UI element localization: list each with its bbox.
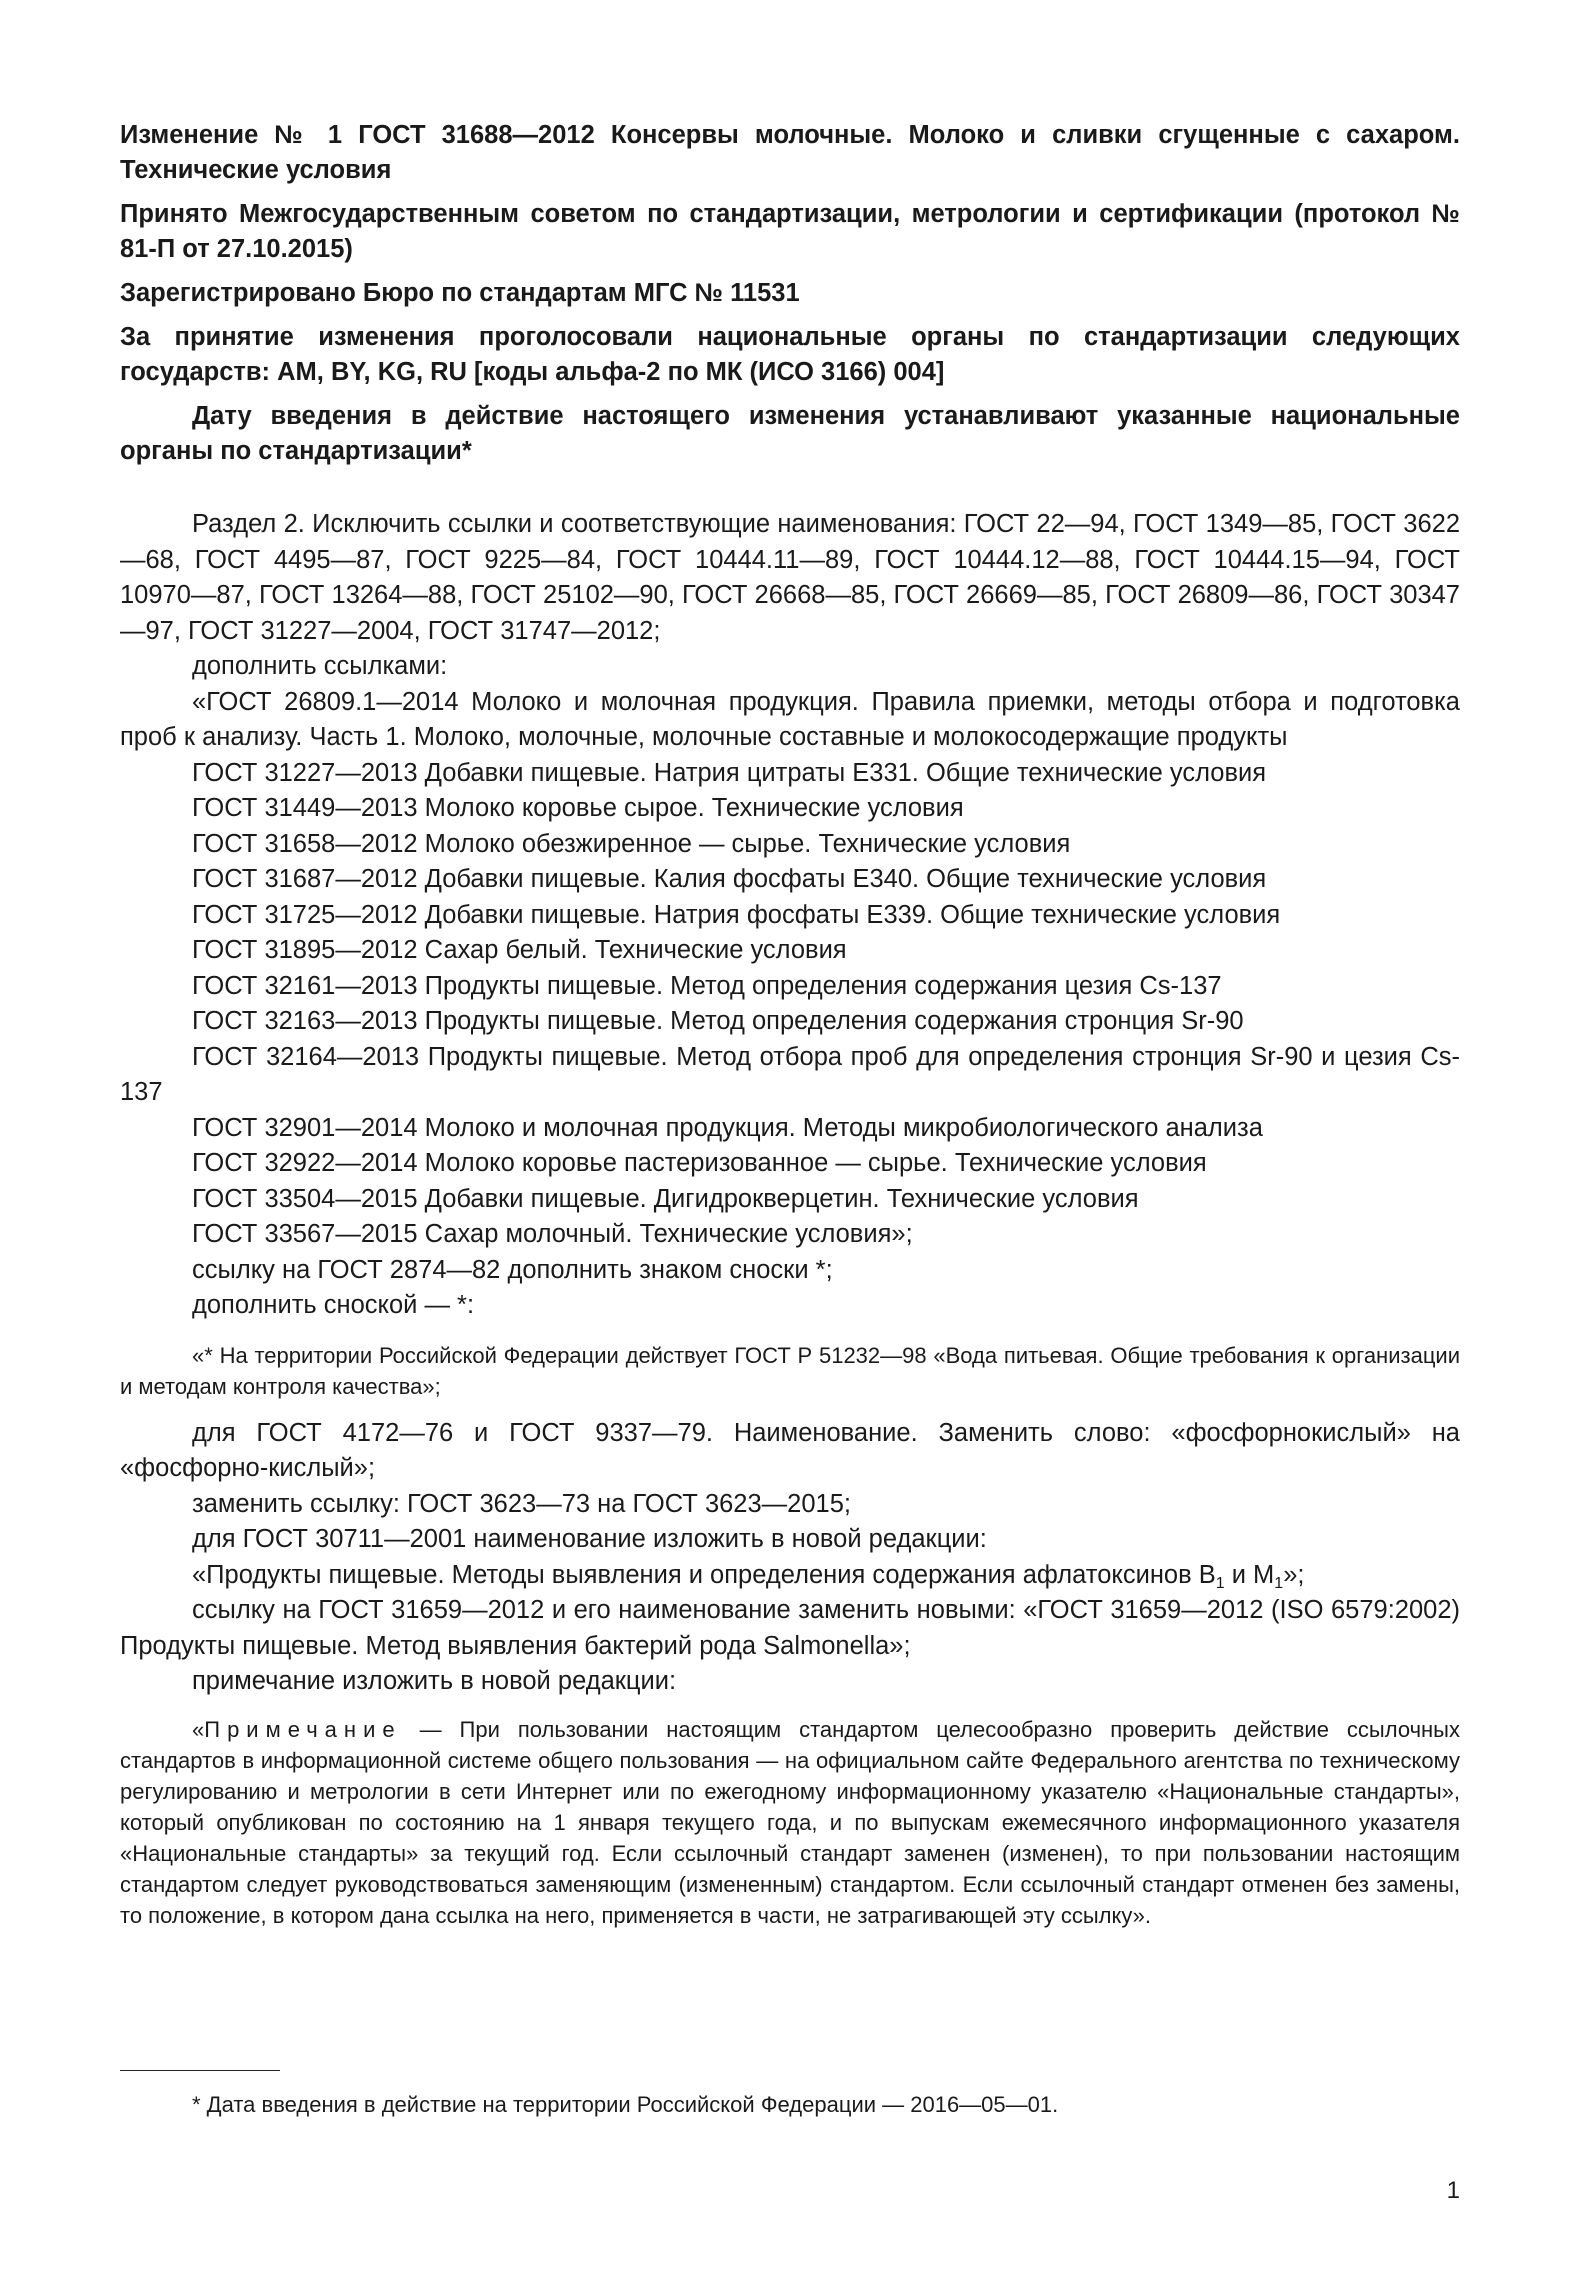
inline-footnote-text: «* На территории Российской Федерации действует ГОСТ Р 51232—98 «Вода питьевая. Общие требования к организации и методам контроля качества»; — [120, 1342, 1460, 1399]
m1-subscript: 1 — [1274, 1574, 1284, 1592]
section-2-paragraph: Раздел 2. Исключить ссылки и соответствующие наименования: ГОСТ 22—94, ГОСТ 1349—85, ГОСТ 3622—68, ГОСТ 4495—87, ГОСТ 9225—84, ГОСТ 10444.11—89, ГОСТ 10444.12—88, ГОСТ 10444.15—94, ГОСТ 10970—87, ГОСТ 13264—88, ГОСТ 25102—90, ГОСТ 26668—85, ГОСТ 26669—85, ГОСТ 26809—86, ГОСТ 30347—97, ГОСТ 31227—2004, ГОСТ 31747—2012; — [120, 510, 1460, 645]
note-open-quote: « — [192, 1716, 205, 1742]
reference-list — [120, 685, 1460, 1253]
reference-item: ГОСТ 31895—2012 Сахар белый. Технические условия — [192, 936, 847, 964]
gost-30711-line: для ГОСТ 30711—2001 наименование изложить в новой редакции: — [192, 1525, 987, 1553]
aflatoxin-line — [120, 1558, 1460, 1594]
registered-statement: Зарегистрировано Бюро по стандартам МГС № 11531 — [120, 279, 800, 307]
replace-ref-line: заменить ссылку: ГОСТ 3623—73 на ГОСТ 3623—2015; — [192, 1489, 851, 1518]
date-notice: Дату введения в действие настоящего изменения устанавливают указанные национальные органы по стандартизации* — [120, 402, 1460, 465]
reference-item: ГОСТ 31227—2013 Добавки пищевые. Натрия цитраты Е331. Общие технические условия — [192, 758, 1267, 787]
reference-item: ГОСТ 32161—2013 Продукты пищевые. Метод определения содержания цезия Cs-137 — [192, 971, 1222, 1000]
b1-subscript: 1 — [1215, 1574, 1225, 1592]
note-paragraph — [120, 1714, 1460, 1931]
voted-statement: За принятие изменения проголосовали национальные органы по стандартизации следующих государств: AM, BY, KG, RU [коды альфа-2 по МК (ИСО 3166) 004] — [120, 323, 1460, 386]
page-footnote: * Дата введения в действие на территории Российской Федерации — 2016—05—01. — [192, 2092, 1059, 2117]
gost-31659-line: ссылку на ГОСТ 31659—2012 и его наименование заменить новыми: «ГОСТ 31659—2012 (ISO 6579:2002) Продукты пищевые. Метод выявления бактерий рода Salmonella»; — [120, 1596, 1460, 1660]
gost-4172-line: для ГОСТ 4172—76 и ГОСТ 9337—79. Наименование. Заменить слово: «фосфорнокислый» на «фосфорно-кислый»; — [120, 1418, 1460, 1482]
reference-item: ГОСТ 32922—2014 Молоко коровье пастеризованное — сырье. Технические условия — [192, 1149, 1207, 1177]
document-page — [120, 118, 1460, 1931]
add-footnote-line: дополнить сноской — *: — [192, 1291, 475, 1319]
reference-item: ГОСТ 33567—2015 Сахар молочный. Технические условия»; — [192, 1220, 913, 1248]
footnote-divider — [120, 2070, 280, 2071]
reference-item: «ГОСТ 26809.1—2014 Молоко и молочная продукция. Правила приемки, методы отбора и подготовка проб к анализу. Часть 1. Молоко, молочные, молочные составные и молокосодержащие продукты — [120, 687, 1460, 751]
page-number: 1 — [1446, 2177, 1460, 2204]
aflatoxin-text: «Продукты пищевые. Методы выявления и определения содержания афлатоксинов B — [192, 1560, 1216, 1589]
reference-item: ГОСТ 31449—2013 Молоко коровье сырое. Технические условия — [192, 794, 964, 822]
note-text: — При пользовании настоящим стандартом целесообразно проверить действие ссылочных стандартов в информационной системе общего пользования — на официальном сайте Федерального агентства по техническому регулированию и метрологии в сети Интернет или по ежегодному информационному указателю «Национальные стандарты», который опубликован по состоянию на 1 января текущего года, и по выпускам ежемесячного информационного указателя «Национальные стандарты» за текущий год. Если ссылочный стандарт заменен (изменен), то при пользовании настоящим стандартом следует руководствоваться заменяющим (измененным) стандартом. Если ссылочный стандарт отменен без замены, то положение, в котором дана ссылка на него, применяется в части, не затрагивающей эту ссылку». — [120, 1716, 1460, 1928]
accepted-statement: Принято Межгосударственным советом по стандартизации, метрологии и сертификации (протокол № 81-П от 27.10.2015) — [120, 200, 1460, 263]
reference-item: ГОСТ 32901—2014 Молоко и молочная продукция. Методы микробиологического анализа — [192, 1113, 1263, 1142]
reference-item: ГОСТ 33504—2015 Добавки пищевые. Дигидрокверцетин. Технические условия — [192, 1184, 1139, 1213]
reference-item: ГОСТ 32164—2013 Продукты пищевые. Метод отбора проб для определения стронция Sr-90 и цезия Cs-137 — [120, 1042, 1460, 1106]
note-intro-line: примечание изложить в новой редакции: — [192, 1667, 677, 1695]
reference-item: ГОСТ 31725—2012 Добавки пищевые. Натрия фосфаты Е339. Общие технические условия — [192, 900, 1281, 929]
note-label: Примечание — [204, 1716, 402, 1742]
reference-item: ГОСТ 32163—2013 Продукты пищевые. Метод определения содержания стронция Sr-90 — [192, 1007, 1244, 1035]
reference-item: ГОСТ 31687—2012 Добавки пищевые. Калия фосфаты Е340. Общие технические условия — [192, 865, 1267, 893]
ref-2874-line: ссылку на ГОСТ 2874—82 дополнить знаком сноски *; — [192, 1255, 833, 1284]
reference-item: ГОСТ 31658—2012 Молоко обезжиренное — сырье. Технические условия — [192, 829, 1071, 858]
change-title: Изменение № 1 ГОСТ 31688—2012 Консервы молочные. Молоко и сливки сгущенные с сахаром. Технические условия — [120, 121, 1460, 184]
aflatoxin-end: »; — [1283, 1560, 1305, 1589]
add-refs-line: дополнить ссылками: — [192, 652, 448, 680]
aflatoxin-and: и M — [1224, 1560, 1275, 1589]
